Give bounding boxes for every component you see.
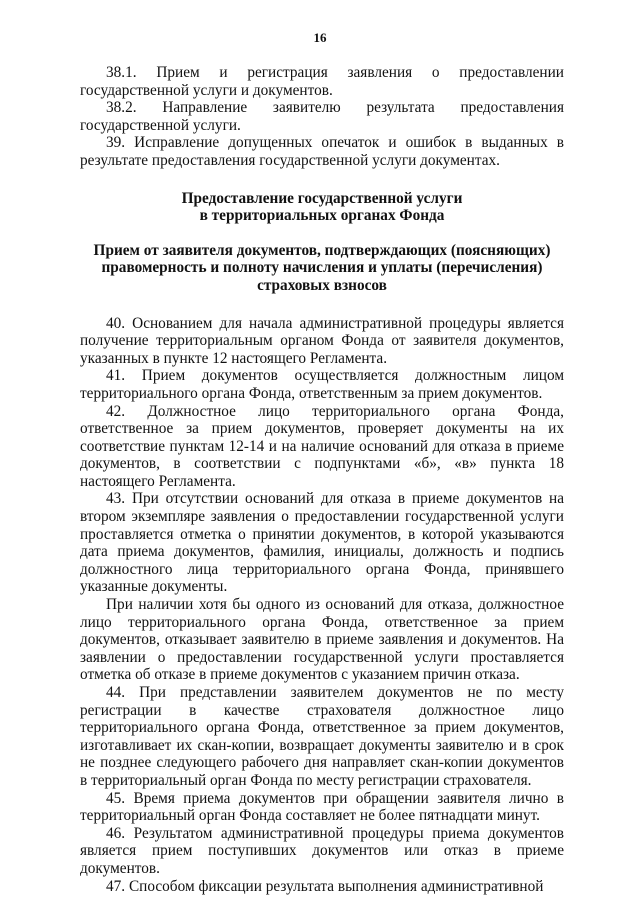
paragraph-43-refusal: При наличии хотя бы одного из оснований для отказа, должностное лицо территориального органа Фонда, ответственное за прием документов, отказывает заявителю в приеме заявления и документов. На заявлении о предоставлении государственной услуги проставляется отметка об отказе в приеме документов с указанием причин отказа. bbox=[80, 596, 564, 684]
subsection-heading-line-2: правомерность и полноту начисления и уплаты (перечисления) bbox=[101, 259, 543, 277]
paragraph-47: 47. Способом фиксации результата выполнения административной bbox=[106, 877, 544, 895]
paragraph-42: 42. Должностное лицо территориального органа Фонда, ответственное за прием документов, проверяет документы на их соответствие пунктам 12-14 и на наличие оснований для отказа в приеме документов, в соответствии с подпунктами «б», «в» пункта 18 настоящего Регламента. bbox=[80, 402, 564, 490]
page-body bbox=[80, 64, 564, 895]
subsection-heading bbox=[80, 242, 564, 295]
paragraph-40: 40. Основанием для начала административной процедуры является получение территориальным органом Фонда от заявителя документов, указанных в пункте 12 настоящего Регламента. bbox=[80, 314, 564, 367]
paragraph-46: 46. Результатом административной процедуры приема документов является прием поступивших документов или отказ в приеме документов. bbox=[80, 824, 564, 877]
paragraph-44: 44. При представлении заявителем документов не по месту регистрации в качестве страхователя должностное лицо территориального органа Фонда, ответственное за прием документов, изготавливает их скан-копии, возвращает документы заявителю и в срок не позднее следующего рабочего дня направляет скан-копии документов в территориальный орган Фонда по месту регистрации страхователя. bbox=[80, 684, 564, 789]
paragraph-41: 41. Прием документов осуществляется должностным лицом территориального органа Фонда, ответственным за прием документов. bbox=[80, 367, 564, 402]
subsection-heading-line-3: страховых взносов bbox=[257, 276, 387, 294]
list-item-38-2: 38.2. Направление заявителю результата предоставления государственной услуги. bbox=[80, 99, 564, 134]
paragraph-45: 45. Время приема документов при обращении заявителя лично в территориальный орган Фонда составляет не более пятнадцати минут. bbox=[80, 789, 564, 825]
subsection-heading-line-1: Прием от заявителя документов, подтверждающих (поясняющих) bbox=[93, 241, 551, 259]
list-item-39: 39. Исправление допущенных опечаток и ошибок в выданных в результате предоставления государственной услуги документах. bbox=[80, 134, 564, 169]
list-item-38-1: 38.1. Прием и регистрация заявления о предоставлении государственной услуги и документов. bbox=[80, 64, 564, 99]
section-heading-line-1: Предоставление государственной услуги bbox=[181, 189, 463, 207]
paragraph-43: 43. При отсутствии оснований для отказа в приеме документов на втором экземпляре заявления о предоставлении государственной услуги проставляется отметка о принятии документов, в которой указываются дата приема документов, фамилия, инициалы, должность и подпись должностного лица территориального органа Фонда, принявшего указанные документы. bbox=[80, 490, 564, 596]
page-number: 16 bbox=[313, 30, 327, 45]
section-heading bbox=[80, 190, 564, 225]
section-heading-line-2: в территориальных органах Фонда bbox=[199, 207, 445, 225]
